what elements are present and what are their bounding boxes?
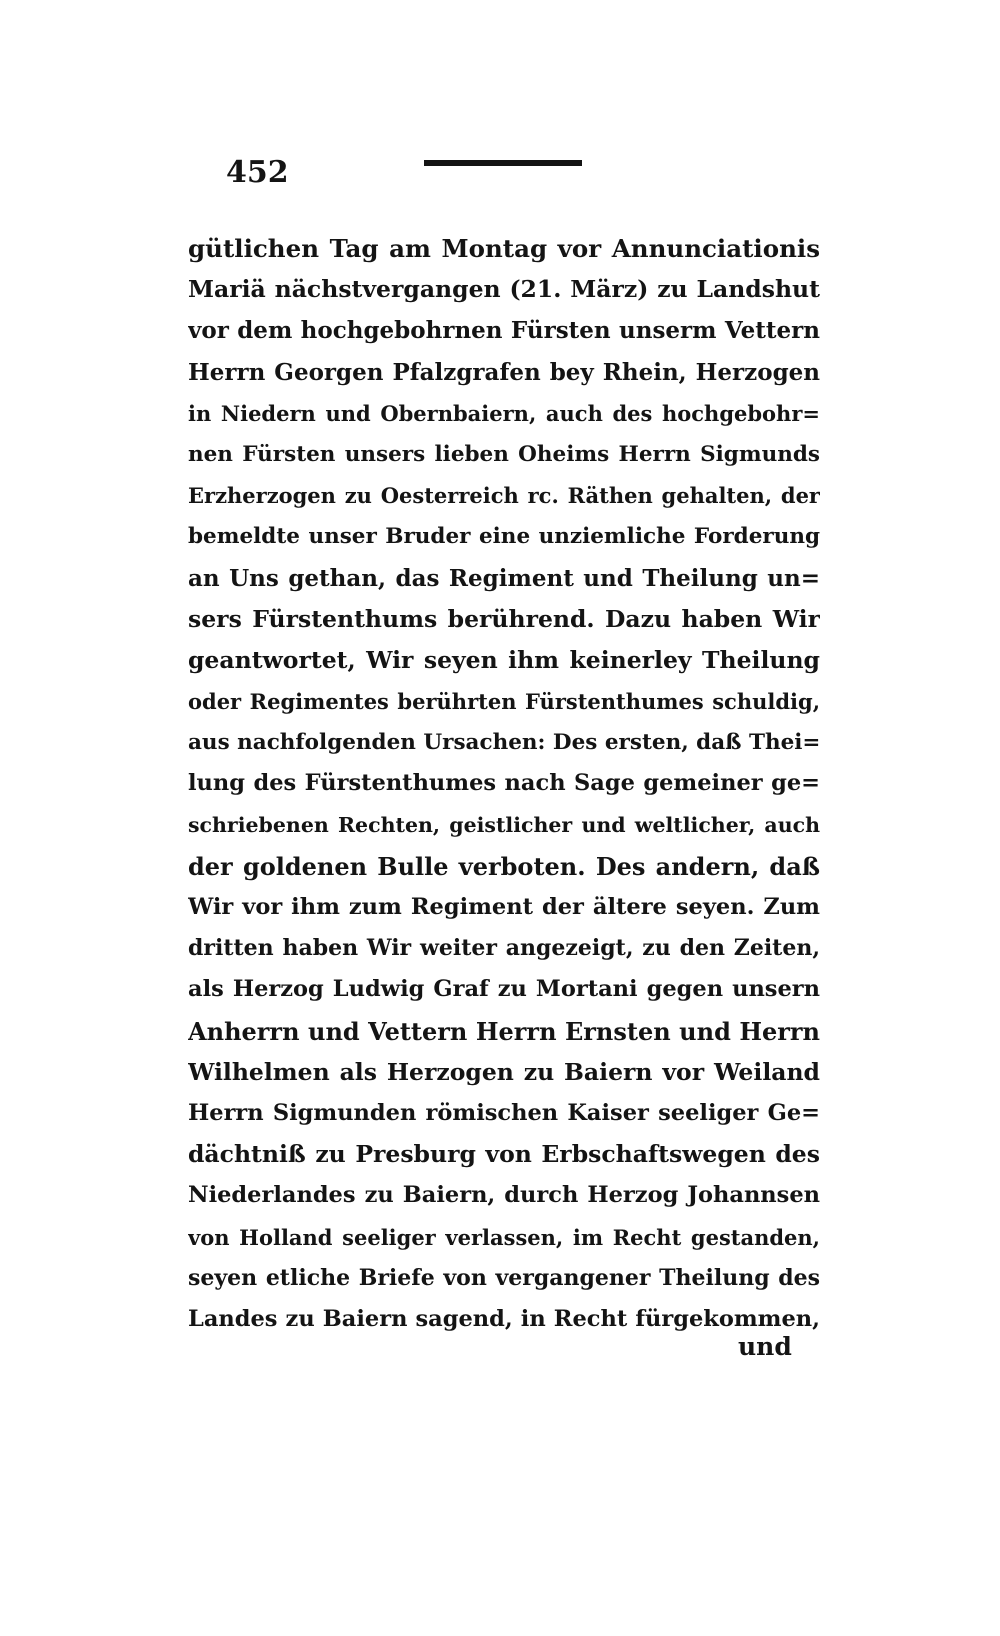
text-line: aus nachfolgenden Ursachen: Des ersten, daß Thei=	[188, 730, 820, 756]
text-line: Herrn Georgen Pfalzgrafen bey Rhein, Herzogen	[188, 358, 820, 386]
text-line: in Niedern und Obernbaiern, auch des hochgebohr=	[188, 400, 820, 426]
text-line: Mariä nächstvergangen (21. März) zu Landshut	[188, 275, 820, 304]
text-line: geantwortet, Wir seyen ihm keinerley Theilung	[188, 645, 820, 674]
text-line: bemeldte unser Bruder eine unziemliche Forderung	[188, 524, 820, 550]
page-number: 452	[226, 155, 289, 190]
body-text	[188, 228, 820, 1340]
text-line: Niederlandes zu Baiern, durch Herzog Johannsen	[188, 1182, 820, 1209]
text-line: gütlichen Tag am Montag vor Annunciationis	[188, 234, 820, 263]
text-line: Wir vor ihm zum Regiment der ältere seyen. Zum	[188, 894, 820, 920]
text-line: als Herzog Ludwig Graf zu Mortani gegen unsern	[188, 976, 820, 1003]
text-line: sers Fürstenthums berührend. Dazu haben Wir	[188, 604, 820, 633]
text-line: oder Regimentes berührten Fürstenthumes schuldig,	[188, 689, 820, 715]
text-line: schriebenen Rechten, geistlicher und weltlicher, auch	[188, 812, 820, 837]
text-line: Wilhelmen als Herzogen zu Baiern vor Weiland	[188, 1057, 820, 1086]
text-line: Herrn Sigmunden römischen Kaiser seeliger Ge=	[188, 1099, 820, 1126]
text-line: der goldenen Bulle verboten. Des andern, daß	[188, 851, 820, 881]
text-line: an Uns gethan, das Regiment und Theilung un=	[188, 564, 820, 592]
text-line: dritten haben Wir weiter angezeigt, zu den Zeiten,	[188, 935, 820, 962]
catchword: und	[738, 1332, 792, 1361]
text-line: dächtniß zu Presburg von Erbschaftswegen des	[188, 1140, 820, 1169]
text-line: Anherrn und Vettern Herrn Ernsten und Herrn	[188, 1016, 820, 1046]
text-line: Erzherzogen zu Oesterreich rc. Räthen gehalten, der	[188, 483, 820, 509]
text-line: Landes zu Baiern sagend, in Recht fürgekommen,	[188, 1305, 820, 1332]
header-rule	[424, 160, 582, 166]
text-line: nen Fürsten unsers lieben Oheims Herrn Sigmunds	[188, 441, 820, 467]
text-line: vor dem hochgebohrnen Fürsten unserm Vettern	[188, 317, 820, 345]
text-line: von Holland seeliger verlassen, im Recht gestanden,	[188, 1224, 820, 1250]
text-line: seyen etliche Briefe von vergangener Theilung des	[188, 1264, 820, 1291]
text-line: lung des Fürstenthumes nach Sage gemeiner ge=	[188, 770, 820, 797]
